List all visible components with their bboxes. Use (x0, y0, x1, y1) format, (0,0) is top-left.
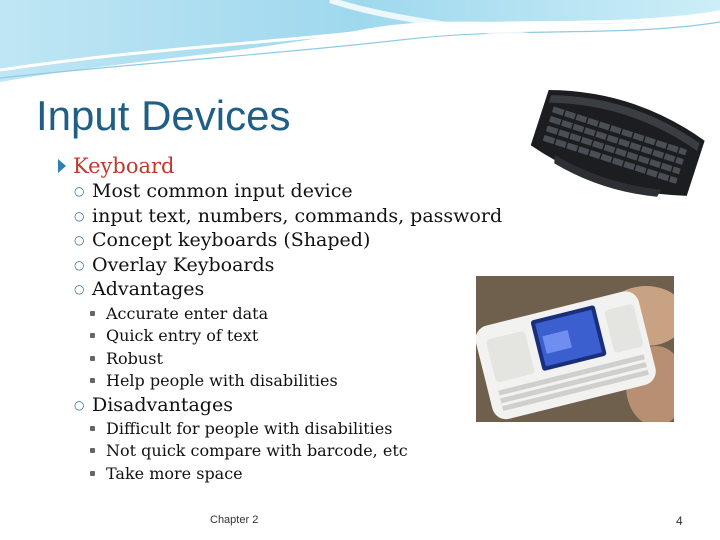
page-number: 4 (676, 514, 683, 528)
square-bullet-icon (90, 378, 95, 383)
keyboard-sub-list (74, 179, 502, 302)
square-bullet-icon (90, 471, 95, 476)
ring-bullet-icon: ○ (74, 208, 85, 223)
ring-bullet-icon: ○ (74, 398, 85, 413)
keyboard-photo (522, 68, 714, 216)
disadvantages-heading-list (74, 393, 233, 418)
slide-title: Input Devices (36, 92, 291, 139)
triangle-bullet-icon (58, 159, 66, 173)
list-item: ○ Overlay Keyboards (74, 253, 275, 276)
list-item: ○ input text, numbers, commands, password (74, 204, 503, 227)
list-item: Robust (90, 347, 338, 370)
list-item: ○ Concept keyboards (Shaped) (74, 229, 371, 252)
ring-bullet-icon: ○ (74, 184, 85, 199)
list-item: ○ Most common input device (74, 180, 353, 203)
square-bullet-icon (90, 448, 95, 453)
ring-bullet-icon: ○ (74, 282, 85, 297)
list-item: Take more space (90, 462, 408, 485)
touch-keyboard-photo (476, 276, 674, 422)
bullet-keyboard (58, 152, 175, 180)
list-item: ○ Disadvantages (74, 394, 233, 417)
list-item: Not quick compare with barcode, etc (90, 440, 408, 463)
list-item: Accurate enter data (90, 302, 338, 325)
advantages-list (90, 302, 338, 392)
list-item: Quick entry of text (90, 325, 338, 348)
ring-bullet-icon: ○ (74, 233, 85, 248)
square-bullet-icon (90, 426, 95, 431)
ring-bullet-icon: ○ (74, 257, 85, 272)
disadvantages-list (90, 417, 408, 485)
list-item: Help people with disabilities (90, 370, 338, 393)
square-bullet-icon (90, 356, 95, 361)
list-item: Difficult for people with disabilities (90, 417, 408, 440)
square-bullet-icon (90, 311, 95, 316)
list-item: ○ Advantages (74, 278, 205, 301)
square-bullet-icon (90, 333, 95, 338)
bullet-keyboard-label: Keyboard (73, 154, 175, 178)
footer-chapter: Chapter 2 (210, 514, 259, 526)
